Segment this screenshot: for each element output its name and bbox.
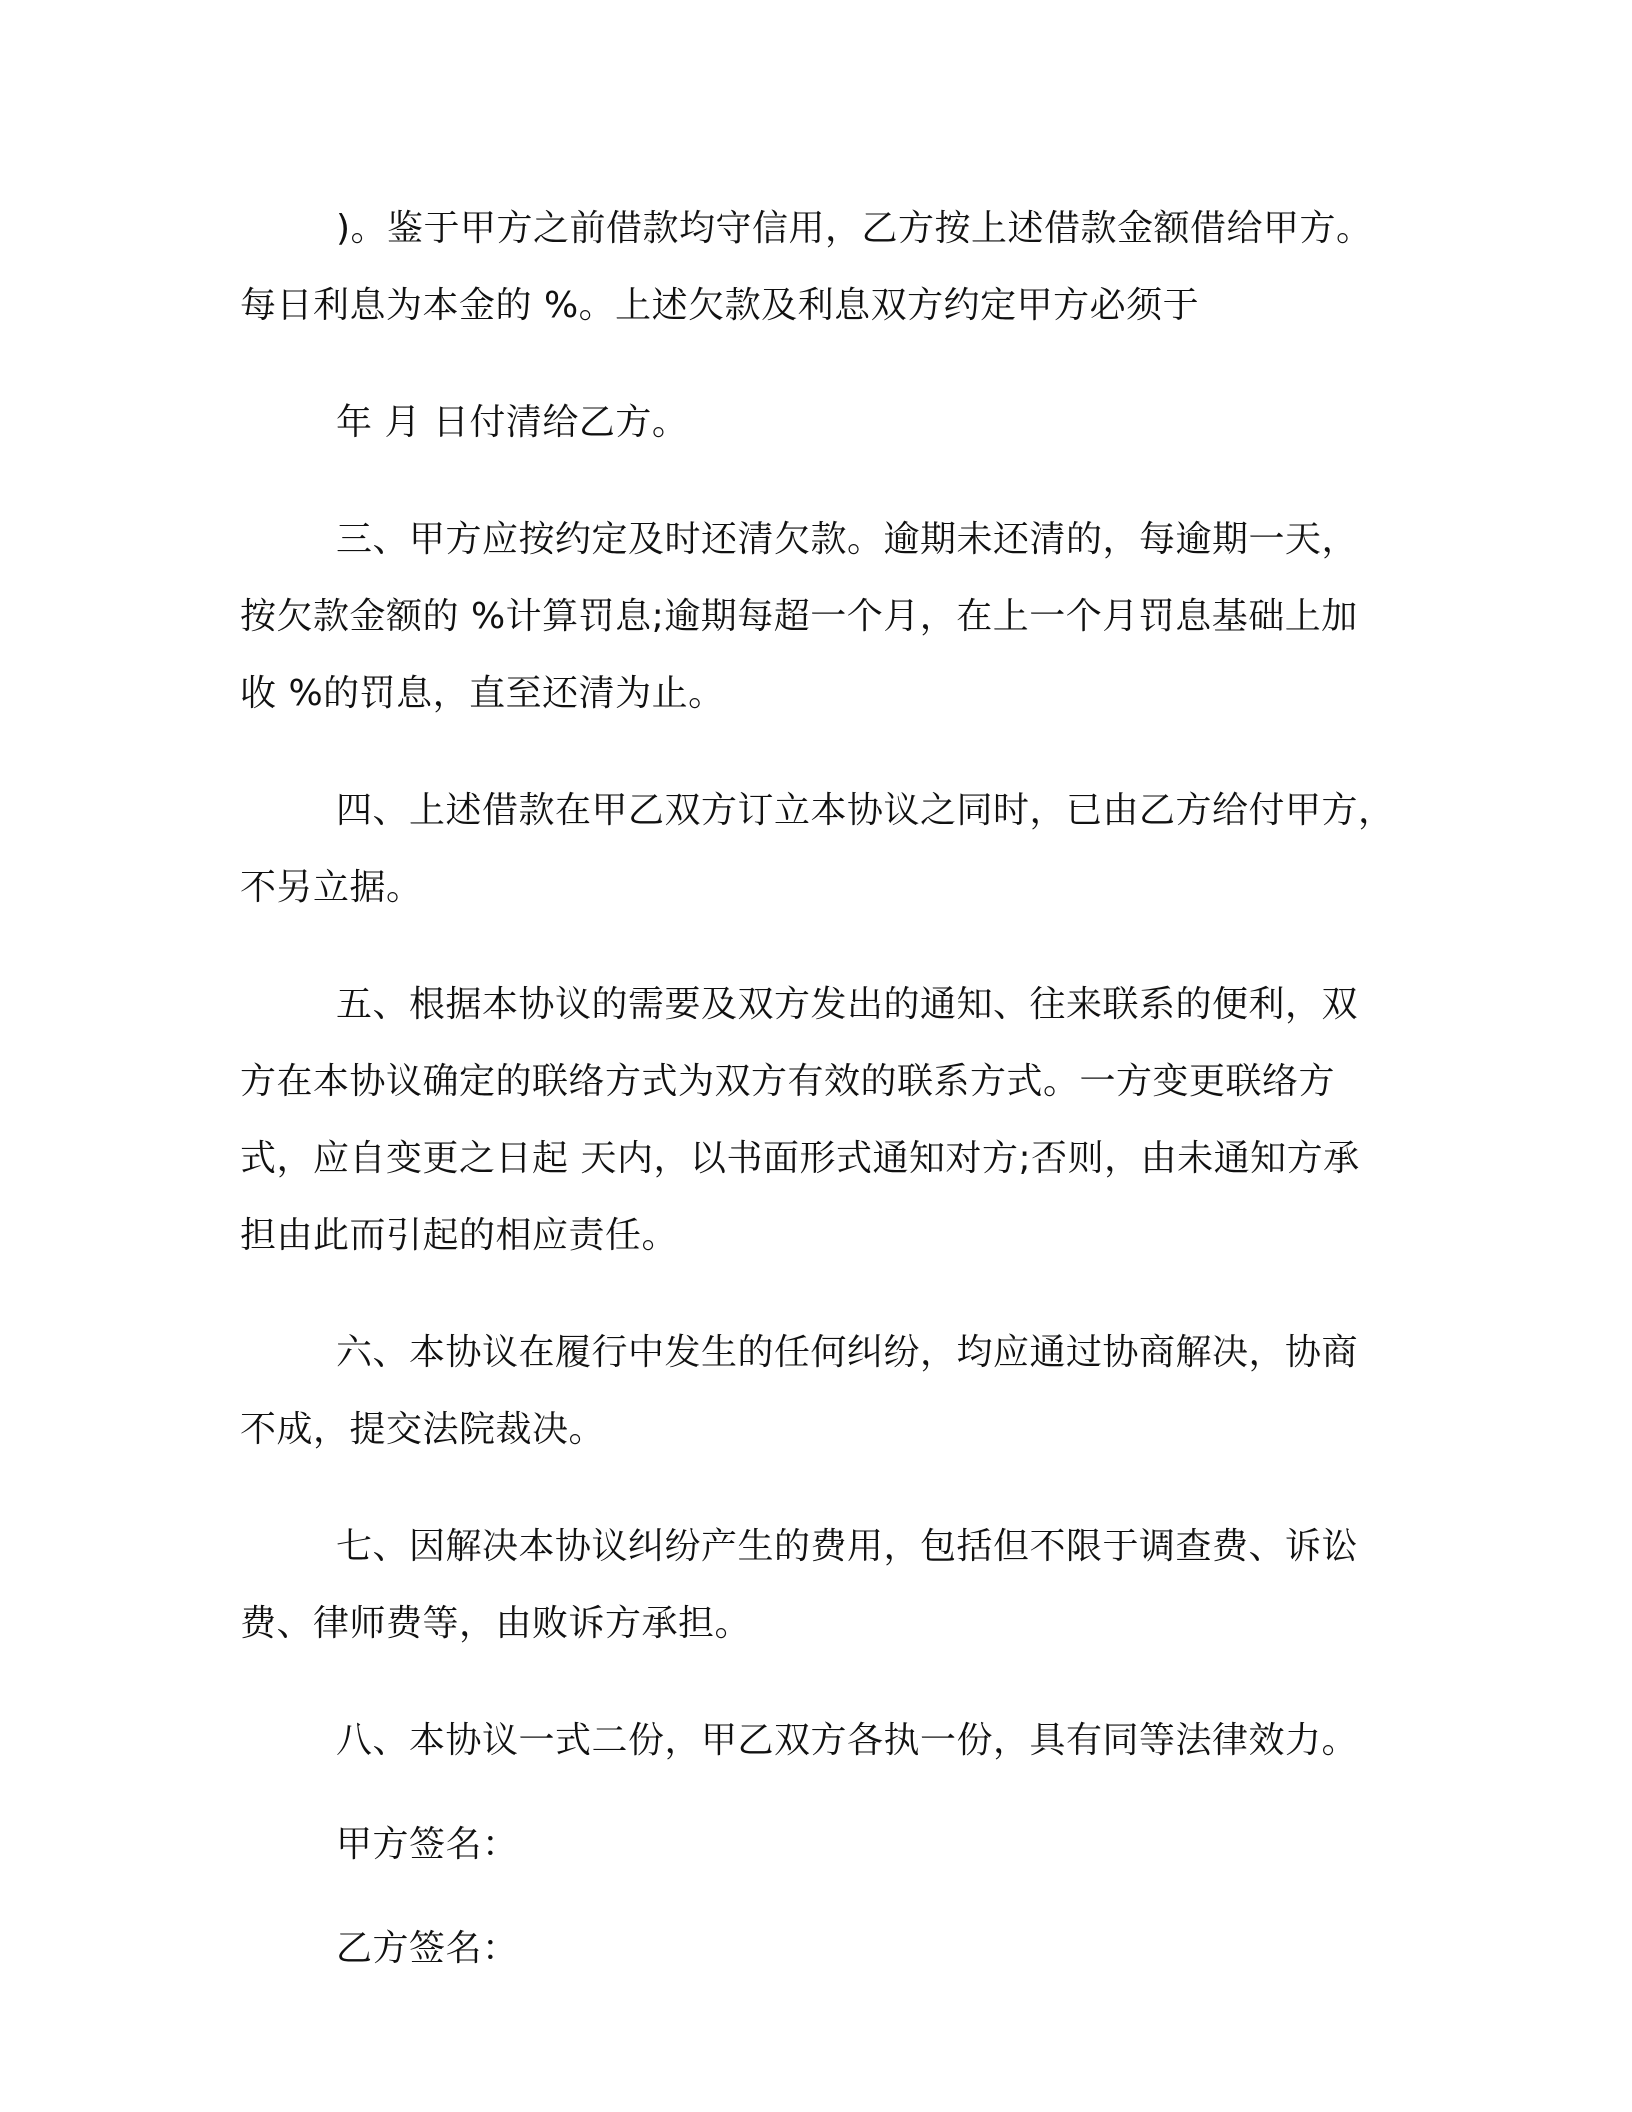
paragraph-line: 四、上述借款在甲乙双方订立本协议之同时，已由乙方给付甲方， <box>336 790 1395 831</box>
party-a-signature-label: 甲方签名： <box>336 1824 519 1865</box>
clause-six <box>240 1314 1400 1468</box>
paragraph-line: 收 %的罚息，直至还清为止。 <box>240 673 725 714</box>
paragraph-line: 六、本协议在履行中发生的任何纠纷，均应通过协商解决，协商 <box>336 1332 1359 1373</box>
party-b-signature-label: 乙方签名： <box>336 1928 519 1969</box>
paragraph-line: 费、律师费等，由败诉方承担。 <box>240 1603 752 1644</box>
paragraph-line: 八、本协议一式二份，甲乙双方各执一份，具有同等法律效力。 <box>336 1720 1359 1761</box>
paragraph-line: 三、甲方应按约定及时还清欠款。逾期未还清的，每逾期一天， <box>336 519 1359 560</box>
paragraph-line: )。鉴于甲方之前借款均守信用，乙方按上述借款金额借给甲方。 <box>336 208 1373 249</box>
paragraph-line: 不成，提交法院裁决。 <box>240 1409 606 1450</box>
paragraph-line: 每日利息为本金的 %。上述欠款及利息双方约定甲方必须于 <box>240 285 1200 326</box>
clause-five <box>240 966 1400 1274</box>
paragraph-line: 担由此而引起的相应责任。 <box>240 1215 679 1256</box>
paragraph-loan-terms <box>240 190 1400 344</box>
document-body <box>240 190 1400 2014</box>
clause-eight <box>240 1702 1400 1779</box>
paragraph-line: 五、根据本协议的需要及双方发出的通知、往来联系的便利，双 <box>336 984 1359 1025</box>
clause-four <box>240 772 1400 926</box>
clause-seven <box>240 1508 1400 1662</box>
paragraph-line: 式，应自变更之日起 天内，以书面形式通知对方;否则，由未通知方承 <box>240 1138 1360 1179</box>
paragraph-line: 七、因解决本协议纠纷产生的费用，包括但不限于调查费、诉讼 <box>336 1526 1359 1567</box>
paragraph-line: 按欠款金额的 %计算罚息;逾期每超一个月，在上一个月罚息基础上加 <box>240 596 1358 637</box>
paragraph-payment-date <box>240 384 1400 461</box>
paragraph-line: 不另立据。 <box>240 867 423 908</box>
clause-three <box>240 501 1400 732</box>
paragraph-line: 方在本协议确定的联络方式为双方有效的联系方式。一方变更联络方 <box>240 1061 1336 1102</box>
paragraph-line: 年 月 日付清给乙方。 <box>336 402 689 443</box>
